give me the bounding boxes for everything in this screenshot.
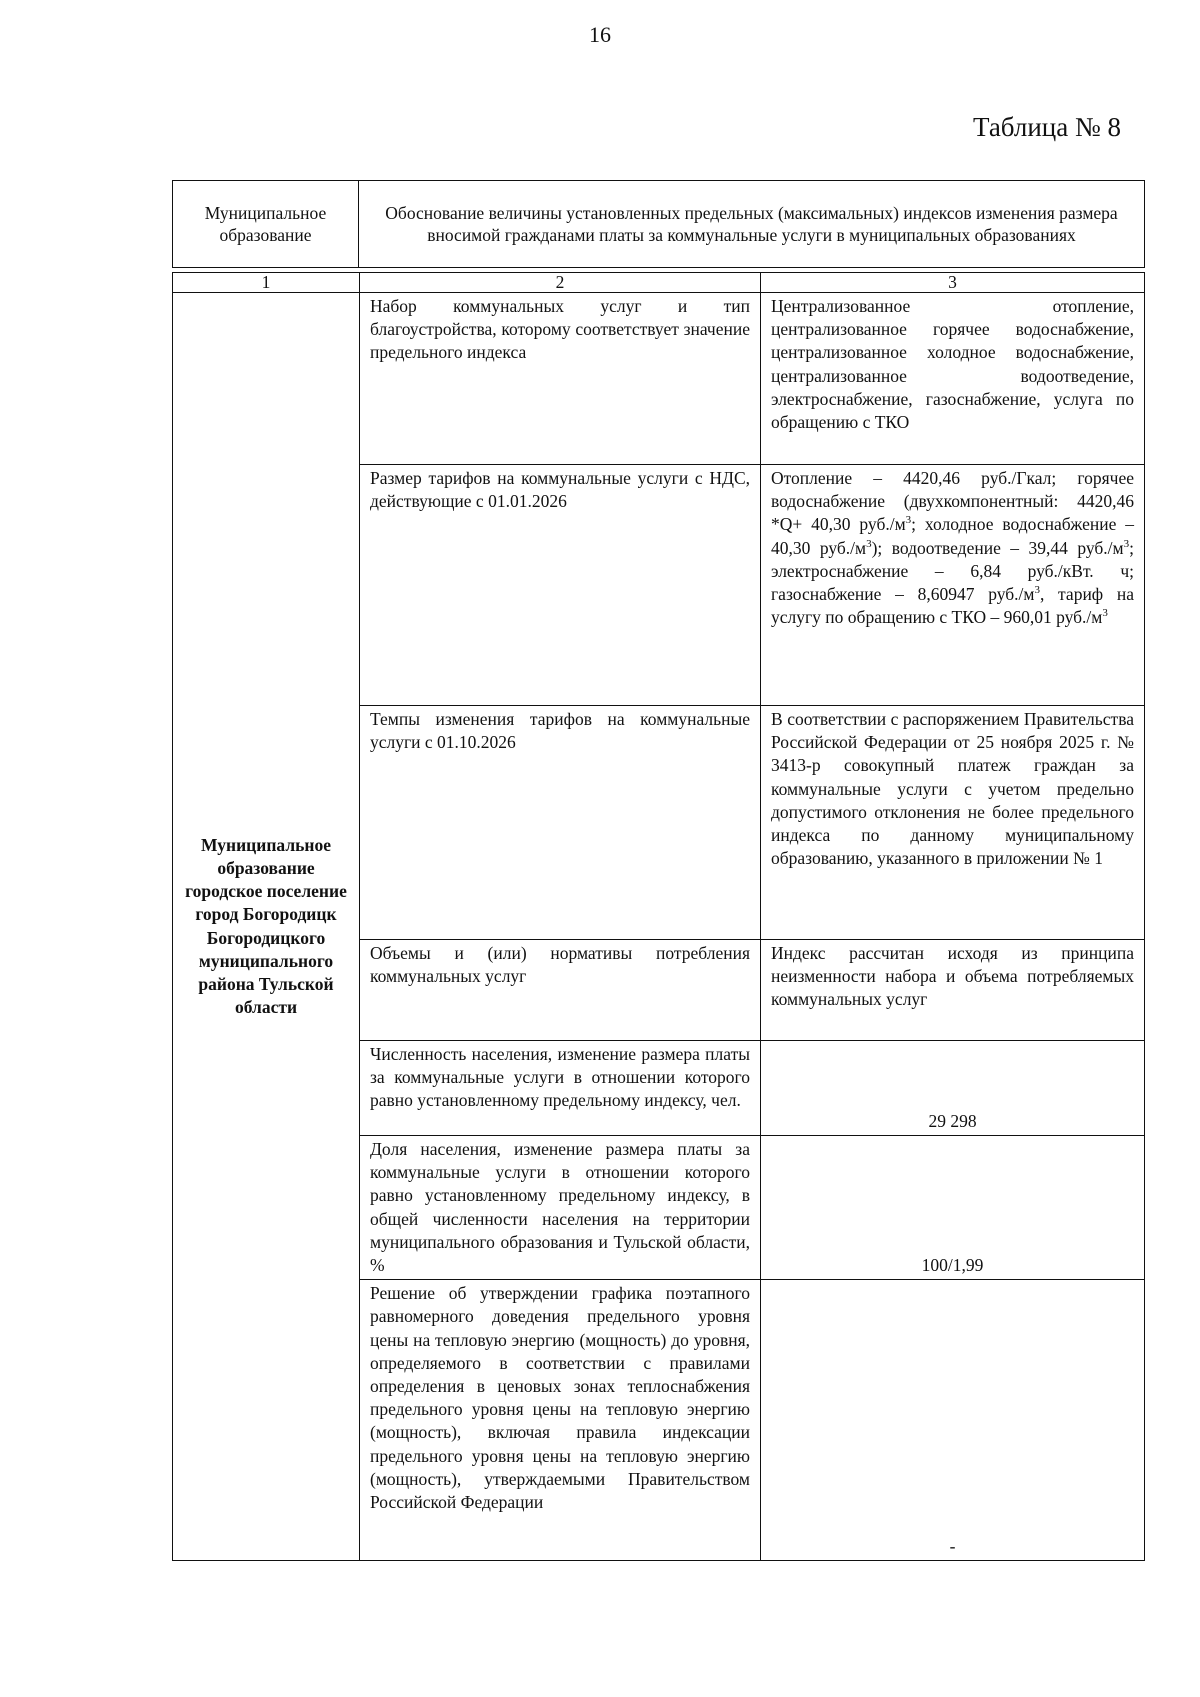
row-label: Решение об утверждении графика поэтапного равномерного доведения предельного уровня цены на тепловую энергию (мощность) до уровня, определяемого в соответствии с правилами определения в ценовых зонах теплоснабжения предельного уровня цены на тепловую энергию (мощность), включая правила индексации предельного уровня цены на тепловую энергию (мощность), утверждаемыми Правительством Российской Федерации bbox=[360, 1280, 761, 1561]
cubic-superscript: 3 bbox=[866, 537, 872, 550]
tariff-text-5: , тариф на услугу по обращению с ТКО – 960,01 руб./м bbox=[771, 584, 1134, 628]
row-value: Централизованное отопление, централизованное горячее водоснабжение, централизованное холодное водоснабжение, централизованное водоотведение, электроснабжение, газоснабжение, услуга по обращению с ТКО bbox=[761, 293, 1145, 465]
header-municipality: Муниципальное образование bbox=[173, 181, 359, 268]
row-label: Доля населения, изменение размера платы за коммунальные услуги в отношении которого равно установленному предельному индексу, в общей численности населения на территории муниципального образования и Тульской области, % bbox=[360, 1136, 761, 1280]
table-header bbox=[172, 180, 1145, 268]
column-number-row bbox=[173, 273, 1145, 293]
row-value: - bbox=[761, 1280, 1145, 1561]
column-number-1: 1 bbox=[173, 273, 360, 293]
row-label: Размер тарифов на коммунальные услуги с НДС, действующие с 01.01.2026 bbox=[360, 465, 761, 706]
row-value bbox=[761, 465, 1145, 706]
cubic-superscript: 3 bbox=[1123, 537, 1130, 550]
cubic-superscript: 3 bbox=[1102, 607, 1108, 620]
row-label: Численность населения, изменение размера платы за коммунальные услуги в отношении которого равно установленному предельному индексу, чел. bbox=[360, 1041, 761, 1136]
column-number-2: 2 bbox=[360, 273, 761, 293]
cubic-superscript: 3 bbox=[905, 514, 912, 527]
tariff-text-2: ; холодное водоснабжение – 40,30 руб./м bbox=[771, 514, 1135, 558]
header-justification: Обоснование величины установленных предельных (максимальных) индексов изменения размера вносимой гражданами платы за коммунальные услуги в муниципальных образованиях bbox=[359, 181, 1145, 268]
row-label: Темпы изменения тарифов на коммунальные услуги с 01.10.2026 bbox=[360, 706, 761, 940]
table-title: Таблица № 8 bbox=[973, 112, 1121, 142]
row-value: 29 298 bbox=[761, 1041, 1145, 1136]
row-label: Набор коммунальных услуг и тип благоустройства, которому соответствует значение предельного индекса bbox=[360, 293, 761, 465]
tariff-text-3: ); водоотведение – 39,44 руб./м bbox=[871, 537, 1124, 558]
row-value: 100/1,99 bbox=[761, 1136, 1145, 1280]
row-label: Объемы и (или) нормативы потребления коммунальных услуг bbox=[360, 940, 761, 1041]
municipality-name: Муниципальное образование городское поселение город Богородицк Богородицкого муниципального района Тульской области bbox=[173, 293, 360, 1561]
table-row bbox=[173, 293, 1145, 465]
column-number-3: 3 bbox=[761, 273, 1145, 293]
cubic-superscript: 3 bbox=[1034, 584, 1040, 597]
row-value: Индекс рассчитан исходя из принципа неизменности набора и объема потребляемых коммунальных услуг bbox=[761, 940, 1145, 1041]
row-value: В соответствии с распоряжением Правительства Российской Федерации от 25 ноября 2025 г. № 3413-р совокупный платеж граждан за коммунальные услуги с учетом предельно допустимого отклонения не более предельного индекса по данному муниципальному образованию, указанного в приложении № 1 bbox=[761, 706, 1145, 940]
tariff-text-4: ; электроснабжение – 6,84 руб./кВт. ч; газоснабжение – 8,60947 руб./м bbox=[771, 537, 1134, 605]
tariff-justification-table bbox=[172, 272, 1145, 1561]
page-number: 16 bbox=[589, 22, 611, 47]
tariff-text-1: Отопление – 4420,46 руб./Гкал; горячее водоснабжение (двухкомпонентный: 4420,46 *Q+ 40,30 руб./м bbox=[771, 468, 1134, 535]
